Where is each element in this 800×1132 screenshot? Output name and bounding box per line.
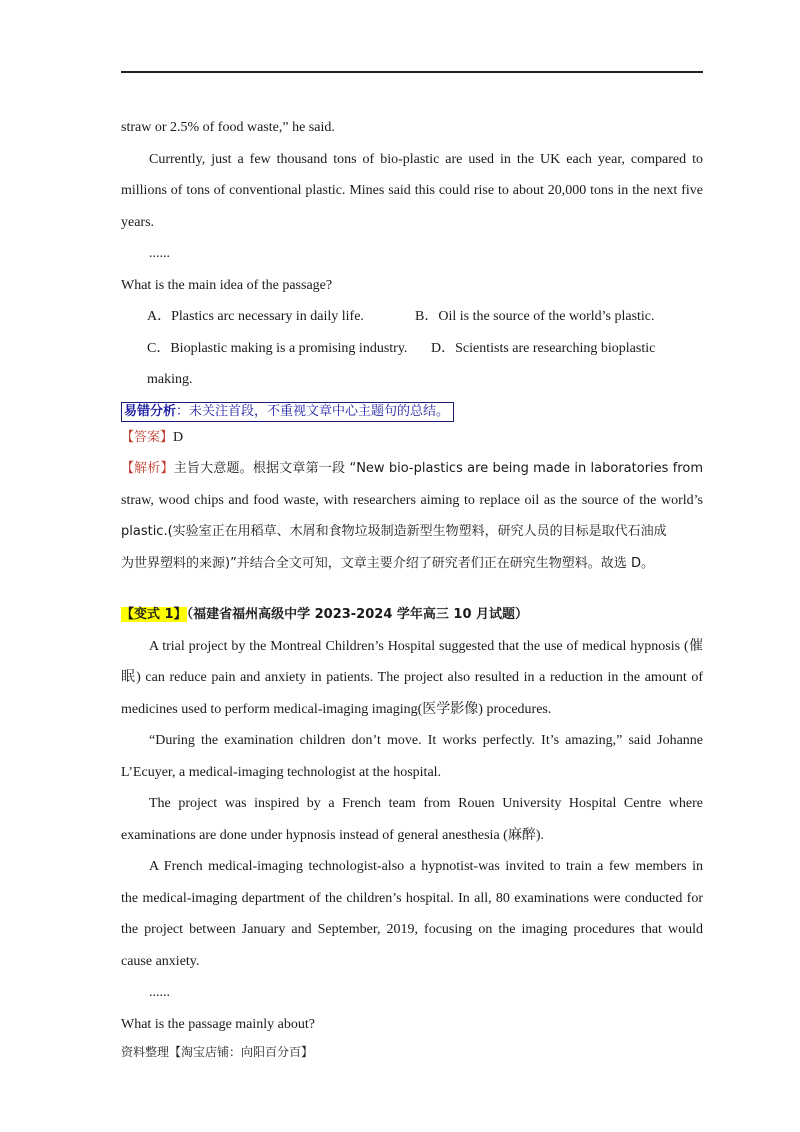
option-c: C．Bioplastic making is a promising industry. [147,340,408,356]
explanation-line: 为世界塑料的来源)”并结合全文可知，文章主要介绍了研究者们正在研究生物塑料。故选 D。 [121,555,654,571]
variant-tag: 【变式 1】 [121,607,187,622]
passage-line: A French medical-imaging technologist-also a hypnotist-was invited to train a few members in [149,859,703,874]
passage-line: L’Ecuyer, a medical-imaging technologist at the hospital. [121,764,442,780]
passage-line: cause anxiety. [121,953,200,969]
passage-line: the medical-imaging department of the children’s hospital. In all, 80 examinations were conducted for [121,890,703,906]
question-stem: What is the main idea of the passage? [121,277,333,293]
answer-value: D [173,429,184,445]
passage-line: The project was inspired by a French team from Rouen University Hospital Centre where [149,796,703,811]
error-analysis-label: 易错分析 [124,403,177,419]
options-row-cd [121,333,703,365]
passage-line: 眠) can reduce pain and anxiety in patients. The project also resulted in a reduction in the amount of [121,670,703,685]
passage-line: years. [121,214,155,230]
header-rule [121,71,703,73]
option-a: A．Plastics arc necessary in daily life. [147,309,364,324]
passage-line: examinations are done under hypnosis instead of general anesthesia (麻醉). [121,827,544,843]
options-row-ab [121,301,703,333]
explanation-line: plastic.(实验室正在用稻草、木屑和食物垃圾制造新型生物塑料，研究人员的目标是取代石油成 [121,524,667,539]
ellipsis: ...... [149,985,170,1000]
passage-line: Currently, just a few thousand tons of bio-plastic are used in the UK each year, compared to [149,151,703,167]
error-analysis-box [121,402,454,422]
passage-line: “During the examination children don’t move. It works perfectly. It’s amazing,” said Johanne [149,733,703,748]
passage-line: straw or 2.5% of food waste,” he said. [121,120,335,135]
ellipsis: ...... [149,246,170,261]
explanation-line [121,453,703,485]
passage-line: millions of tons of conventional plastic. Mines said this could rise to about 20,000 tons in the next five [121,183,703,198]
explanation-tag: 【解析】 [121,461,174,476]
answer-tag: 【答案】 [121,429,174,445]
passage-line: the project between January and September, 2019, focusing on the imaging procedures that would [121,922,703,937]
error-analysis-text: ：未关注首段，不重视文章中心主题句的总结。 [176,403,450,419]
document-body [121,112,703,1040]
question-stem: What is the passage mainly about? [121,1016,315,1032]
passage-line: A trial project by the Montreal Children’s Hospital suggested that the use of medical hypnosis (催 [149,638,703,654]
page-footer: 资料整理【淘宝店铺：向阳百分百】 [121,1045,314,1059]
variant-heading [121,599,703,631]
passage-line: medicines used to perform medical-imaging imaging(医学影像) procedures. [121,701,552,717]
explanation-text: 主旨大意题。根据文章第一段 “New bio-plastics are being made in laboratories from [173,461,703,476]
option-d-continued: making. [147,372,193,387]
answer-line [121,422,703,454]
explanation-line: straw, wood chips and food waste, with researchers aiming to replace oil as the source of the world’s [121,492,703,508]
variant-source: （福建省福州高级中学 2023-2024 学年高三 10 月试题） [186,607,529,622]
option-d: D．Scientists are researching bioplastic [431,340,656,356]
option-b: B．Oil is the source of the world’s plastic. [415,309,655,324]
